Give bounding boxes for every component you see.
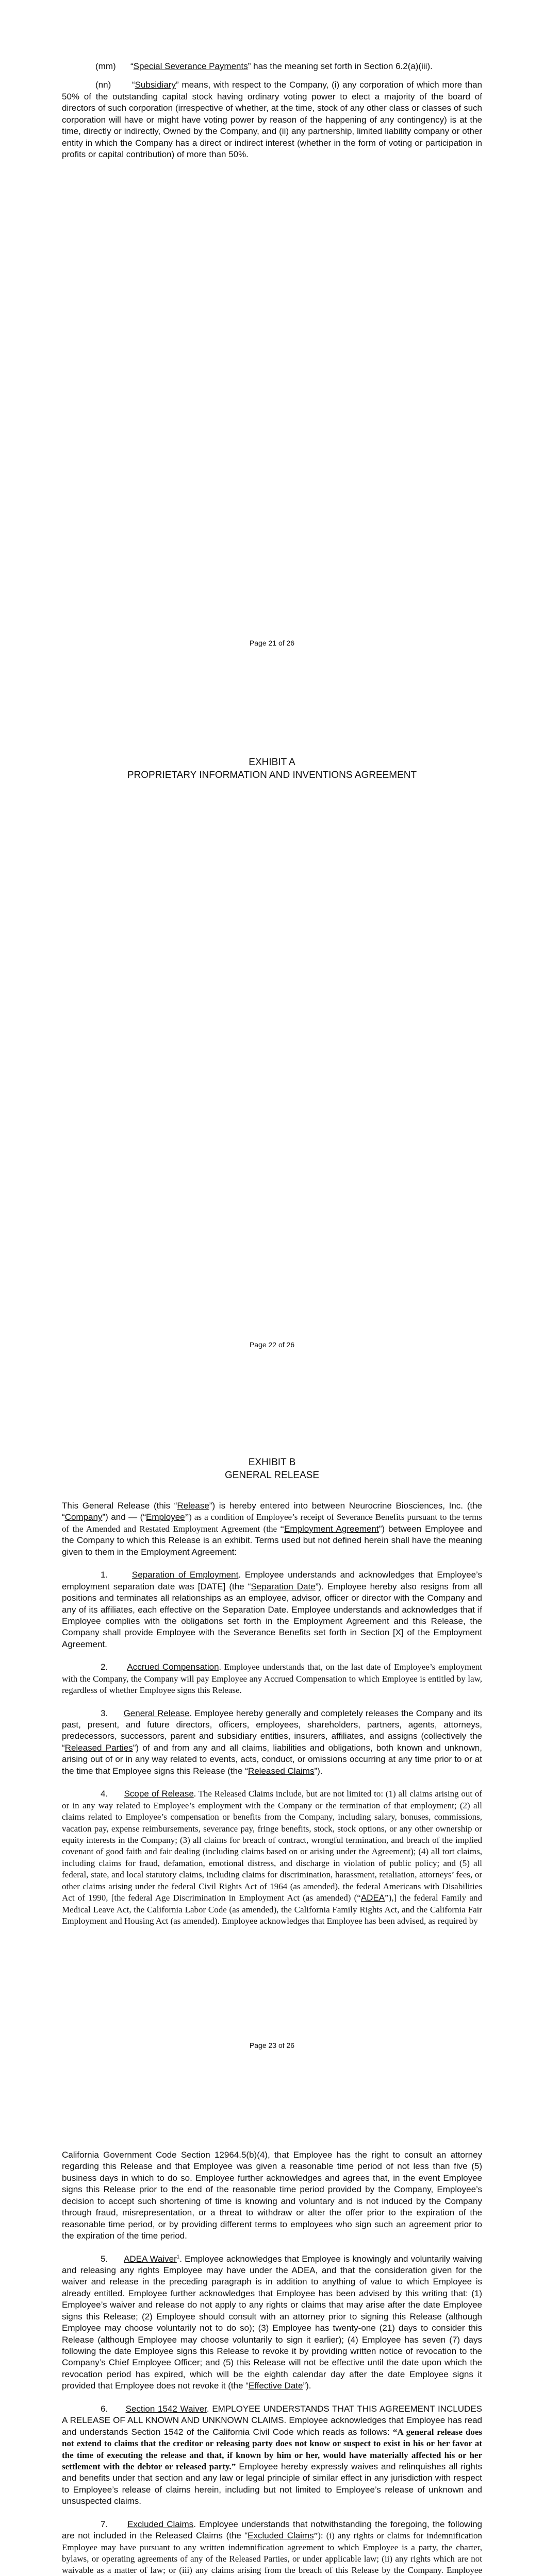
page24-release-text xyxy=(62,2149,482,2576)
section-6-heading: Section 1542 Waiver xyxy=(125,2403,207,2414)
page-number-21: Page 21 of 26 xyxy=(249,639,295,647)
section-2-heading: Accrued Compensation xyxy=(127,1662,219,1672)
section-4-heading: Scope of Release xyxy=(124,1789,194,1799)
exhibit-b-label: EXHIBIT B xyxy=(248,1457,296,1468)
section-1-heading: Separation of Employment xyxy=(131,1570,239,1580)
exhibit-a-label: EXHIBIT A xyxy=(249,757,295,768)
page-number-23: Page 23 of 26 xyxy=(249,2041,295,2049)
section-7-heading: Excluded Claims xyxy=(127,2519,194,2529)
release-intro: This General Release (this “Release”) is hereby entered into between Neurocrine Biosciences, Inc. (the “Company”) and — (“Employee”) as a condition of Employee’s receipt of Severance Benefits pursuant to the terms of the Amended and Restated Employment Agreement (the “Employment Agreement”) between Employee and the Company to which this Release is an exhibit. Terms used but not defined herein shall have the meaning given to them in the Employment Agreement: xyxy=(62,1501,483,1557)
section-3: 3. General Release. Employee hereby generally and completely releases the Company and its past, present, and future directors, officers, employees, shareholders, partners, agents, attorneys, predecessors, successors, parent and subsidiary entities, insurers, affiliates, and assigns (collectively the “Released Parties”) of and from any and all claims, liabilities and obligations, both known and unknown, arising out of or in any way related to events, acts, conduct, or omissions occurring at any time prior to or at the time that Employee signs this Release (the “Released Claims”). xyxy=(62,1708,483,1776)
term-subsidiary: Subsidiary xyxy=(135,80,176,90)
exhibit-b-heading xyxy=(0,1456,544,1482)
section-2: 2. Accrued Compensation. Employee understands that, on the last date of Employee’s employment with the Company, the Company will pay Employee any Accrued Compensation to which Employee is entitled by law, regardless of whether Employee signs this Release. xyxy=(62,1662,483,1696)
definition-mm: (mm) “Special Severance Payments” has the meaning set forth in Section 6.2(a)(iii). xyxy=(95,61,433,71)
civil-code-1542-quote: “A general release does not extend to claims that the creditor or releasing party does not know or suspect to exist in his or her favor at the time of executing the release and that, if known by him or her, would have materially affected his or her settlement with the debtor or released party.” xyxy=(62,2427,482,2471)
section-5-heading: ADEA Waiver xyxy=(123,2253,177,2264)
footnote-marker: 1 xyxy=(176,2253,180,2260)
term-special-severance-payments: Special Severance Payments xyxy=(133,61,248,71)
exhibit-a-heading xyxy=(0,756,544,782)
exhibit-a-title: PROPRIETARY INFORMATION AND INVENTIONS AGREEMENT xyxy=(127,769,417,781)
section-4: 4. Scope of Release. The Released Claims include, but are not limited to: (1) all claims arising out of or in any way related to Employee’s employment with the Company or the termination of that employment; (2) all claims related to Employee’s compensation or benefits from the Company, including salary, bonuses, commissions, vacation pay, expense reimbursements, severance pay, fringe benefits, stock, stock options, or any other ownership or equity interests in the Company; (3) all claims for breach of contract, wrongful termination, and breach of the implied covenant of good faith and fair dealing (including claims based on or arising under the Agreement); (4) all tort claims, including claims for fraud, defamation, emotional distress, and discharge in violation of public policy; and (5) all federal, state, and local statutory claims, including claims for discrimination, harassment, retaliation, attorneys’ fees, or other claims arising under the federal Civil Rights Act of 1964 (as amended), the federal Americans with Disabilities Act of 1990, [the federal Age Discrimination in Employment Act (as amended) (“ADEA”),] the federal Family and Medical Leave Act, the California Labor Code (as amended), the California Family Rights Act, and the California Fair Employment and Housing Act (as amended). Employee acknowledges that Employee has been advised, as required by xyxy=(62,1789,482,1926)
section-6: 6. Section 1542 Waiver. EMPLOYEE UNDERSTANDS THAT THIS AGREEMENT INCLUDES A RELEASE OF ALL KNOWN AND UNKNOWN CLAIMS. Employee acknowledges that Employee has read and understands Section 1542 of the California Civil Code which reads as follows: “A general release does not extend to claims that the creditor or releasing party does not know or suspect to exist in his or her favor at the time of executing the release and that, if known by him or her, would have materially affected his or her settlement with the debtor or released party.” Employee hereby expressly waives and relinquishes all rights and benefits under that section and any law or legal principle of similar effect in any jurisdiction with respect to Employee’s release of claims herein, including but not limited to Employee’s release of unknown and unsuspected claims. xyxy=(62,2403,482,2506)
section-1: 1. Separation of Employment. Employee understands and acknowledges that Employee’s employment separation date was [DATE] (the “Separation Date”). Employee hereby also resigns from all positions and terminates all relationships as an employee, advisor, officer or director with the Company and any of its affiliates, each effective on the Separation Date. Employee understands and acknowledges that if Employee complies with the obligations set forth in the Employment Agreement and this Release, the Company shall provide Employee with the Severance Benefits set forth in Section [X] of the Employment Agreement. xyxy=(62,1570,482,1649)
section-7: 7. Excluded Claims. Employee understands that notwithstanding the foregoing, the following are not included in the Released Claims (the “Excluded Claims”): (i) any rights or claims for indemnification Employee may have pursuant to any written indemnification agreement to which Employee is a party, the charter, bylaws, or operating agreements of any of the Released Parties, or under applicable law; (ii) any rights which are not waivable as a matter of law; or (iii) any claims arising from the breach of this Release by the Company. Employee xyxy=(62,2519,482,2575)
page23-release-text xyxy=(62,1500,482,1927)
section-5: 5. ADEA Waiver$^1$. Employee acknowledges that Employee is knowingly and voluntarily waiving and releasing any rights Employee may have under the ADEA, and that the consideration given for the waiver and release in the preceding paragraph is in addition to anything of value to which Employee is already entitled. Employee further acknowledges that Employee has been advised by this writing that: (1) Employee’s waiver and release do not apply to any rights or claims that may arise after the date Employee signs this Release; (2) Employee should consult with an attorney prior to signing this Release (although Employee may choose voluntarily not to do so); (3) Employee has twenty-one (21) days to consider this Release (although Employee may choose voluntarily to sign it earlier); (4) Employee has seven (7) days following the date Employee signs this Release to revoke it by providing written notice of revocation to the Company’s Chief Employee Officer; and (5) this Release will not be effective until the date upon which the revocation period has expired, which will be the eighth calendar day after the date Employee signs it provided that Employee does not revoke it (the “Effective Date”). xyxy=(62,2253,483,2391)
definition-nn: (nn) “Subsidiary” means, with respect to the Company, (i) any corporation of which more than 50% of the outstanding capital stock having ordinary voting power to elect a majority of the board of directors of such corporation (irrespective of whether, at the time, stock of any other class or classes of such corporation will have or might have voting power by reason of the happening of any contingency) is at the time, directly or indirectly, Owned by the Company, and (ii) any partnership, limited liability company or other entity in which the Company has a direct or indirect interest (whether in the form of voting or participation in profits or capital contribution) of more than 50%. xyxy=(62,80,482,160)
page21-definitions xyxy=(62,61,482,161)
section-3-heading: General Release xyxy=(123,1708,190,1718)
exhibit-b-title: GENERAL RELEASE xyxy=(224,1469,320,1481)
section-4-continuation: California Government Code Section 12964.5(b)(4), that Employee has the right to consult an attorney regarding this Release and that Employee was given a reasonable time period of not less than five (5) business days in which to do so. Employee further acknowledges and agrees that, in the event Employee signs this Release prior to the end of the reasonable time period provided by the Company, Employee’s decision to accept such shortening of time is knowing and voluntary and is not induced by the Company through fraud, misrepresentation, or a threat to withdraw or alter the offer prior to the expiration of the reasonable time period, or by providing different terms to employees who sign such an agreement prior to the expiration of the time period. xyxy=(62,2150,482,2241)
page-number-22: Page 22 of 26 xyxy=(249,1341,295,1349)
